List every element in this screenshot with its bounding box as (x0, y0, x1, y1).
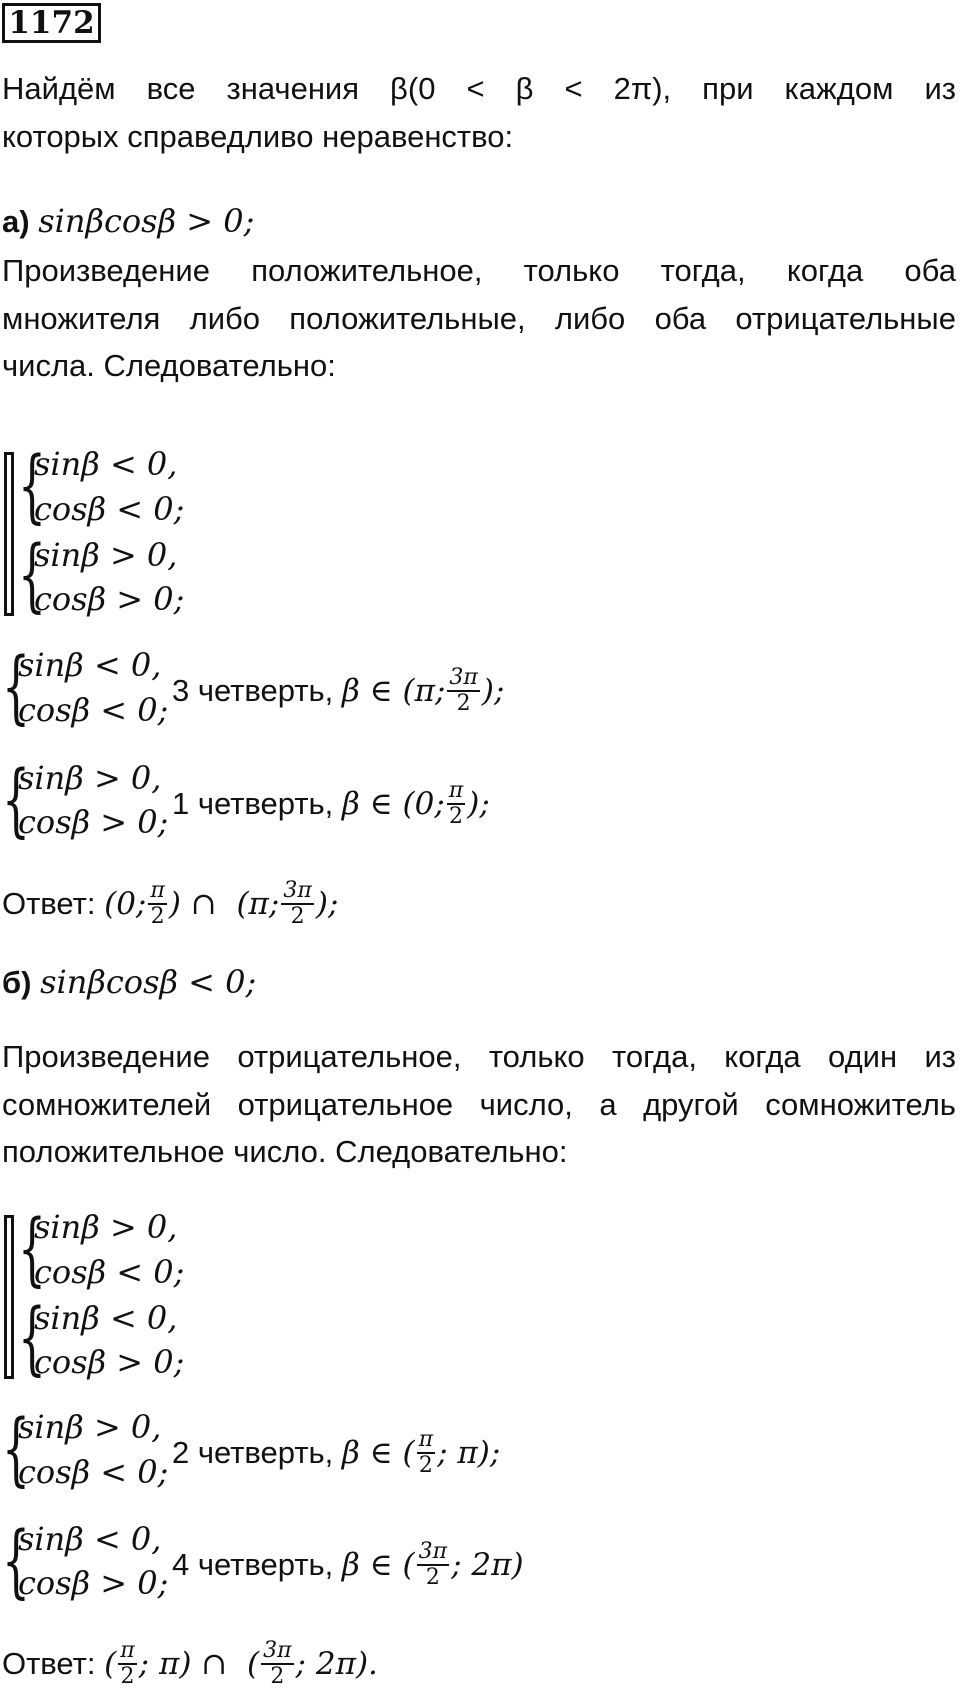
problem-number: 1172 (2, 3, 101, 43)
interval-prefix: β ∈ (π; (341, 673, 446, 710)
word: только (523, 253, 620, 288)
word: положительные, (289, 301, 526, 336)
part-b-answer (2, 1638, 378, 1691)
word: из (924, 1039, 956, 1074)
interval-suffix: ); (467, 786, 490, 823)
word: отрицательное, (237, 1039, 462, 1074)
answer-part: (0; (104, 886, 147, 923)
word: оба (654, 301, 707, 336)
system-brace: { (18, 1202, 46, 1295)
part-b-inequality: sinβcosβ < 0; (40, 963, 257, 1001)
word: Произведение (2, 253, 210, 288)
word: тогда, (660, 253, 746, 288)
system-line: cosβ < 0; (18, 691, 169, 729)
quarter-label: 1 четверть, (172, 786, 334, 822)
part-a-explanation-2 (2, 301, 956, 337)
quarter-label: 3 четверть, (172, 673, 334, 709)
interval-suffix: ; 2π) (451, 1547, 524, 1584)
part-b-heading (2, 962, 256, 1002)
word: один (828, 1039, 898, 1074)
fraction-numerator: 3π (449, 665, 478, 690)
part-a-case-1-result (172, 665, 505, 718)
word: либо (554, 301, 626, 336)
interval-prefix: β ∈ (0; (341, 786, 445, 823)
part-a-explanation-3: числа. Следовательно: (2, 348, 336, 383)
word: сомножителей (2, 1087, 212, 1122)
system-brace: { (2, 1514, 30, 1607)
part-b-explanation-2 (2, 1087, 956, 1123)
quarter-label: 2 четверть, (172, 1435, 334, 1471)
fraction-numerator: π (448, 778, 464, 803)
intro-word: значения β(0 < β < 2π), (226, 71, 672, 106)
word: число, (479, 1087, 573, 1122)
fraction-numerator: π (418, 1427, 434, 1452)
interval-suffix: ); (481, 673, 505, 710)
part-a-explanation-1 (2, 253, 956, 289)
fraction-denominator: 2 (418, 1453, 433, 1478)
word: положительное, (251, 253, 483, 288)
fraction-denominator: 2 (120, 1664, 135, 1689)
fraction-numerator: π (120, 1638, 135, 1663)
word: когда (786, 253, 864, 288)
fraction (447, 779, 465, 829)
part-a-label: а) (2, 204, 30, 239)
part-a-answer (2, 878, 339, 931)
system-line: cosβ > 0; (18, 1564, 169, 1602)
intro-word: из (924, 71, 956, 106)
intro-line-1 (2, 71, 956, 107)
fraction (281, 879, 313, 929)
word: либо (189, 301, 261, 336)
system-line: cosβ > 0; (34, 1343, 185, 1381)
answer-label: Ответ: (2, 886, 96, 922)
system-line: sinβ < 0, (18, 646, 162, 684)
word: а (599, 1087, 617, 1122)
system-brace: { (2, 640, 30, 733)
word: Произведение (2, 1039, 210, 1074)
interval-prefix: β ∈ ( (341, 1547, 415, 1584)
fraction (447, 666, 479, 716)
fraction-denominator: 2 (290, 904, 305, 929)
system-brace: { (2, 1402, 30, 1495)
fraction (261, 1639, 293, 1689)
system-line: cosβ < 0; (34, 1253, 185, 1291)
fraction-denominator: 2 (449, 804, 463, 829)
intro-word: все (146, 71, 196, 106)
word: отрицательные (735, 301, 956, 336)
answer-part: ); (315, 886, 339, 923)
part-b-explanation-1 (2, 1039, 956, 1075)
answer-label: Ответ: (2, 1646, 96, 1682)
union-bracket (4, 1215, 14, 1379)
fraction-denominator: 2 (456, 691, 471, 716)
fraction-denominator: 2 (270, 1664, 285, 1689)
interval-suffix: ; π); (437, 1435, 501, 1472)
system-line: cosβ < 0; (34, 490, 185, 528)
fraction (417, 1540, 449, 1590)
fraction-numerator: π (150, 878, 165, 903)
part-b-case-1-result (172, 1427, 501, 1480)
system-brace: { (18, 1291, 46, 1384)
answer-part: ) ∩ (π; (168, 886, 280, 923)
system-line: cosβ > 0; (34, 580, 185, 618)
word: оба (904, 253, 956, 288)
system-line: sinβ > 0, (18, 759, 162, 797)
part-b-explanation-3: положительное число. Следовательно: (2, 1134, 568, 1169)
system-line: cosβ < 0; (18, 1453, 169, 1491)
quarter-label: 4 четверть, (172, 1547, 334, 1583)
word: отрицательное (237, 1087, 454, 1122)
part-a-heading (2, 201, 254, 241)
fraction (118, 1639, 136, 1689)
answer-part: ; 2π). (295, 1646, 378, 1683)
word: когда (724, 1039, 801, 1074)
answer-part: ( (104, 1646, 117, 1683)
system-line: sinβ > 0, (18, 1408, 162, 1446)
interval-prefix: β ∈ ( (341, 1435, 415, 1472)
fraction (417, 1428, 435, 1478)
word: сомножитель (765, 1087, 956, 1122)
intro-word: каждом (784, 71, 894, 106)
fraction (148, 879, 166, 929)
part-b-label: б) (2, 965, 32, 1000)
word: тогда, (611, 1039, 697, 1074)
system-line: cosβ > 0; (18, 803, 169, 841)
fraction-numerator: 3π (418, 1539, 448, 1564)
fraction-denominator: 2 (150, 904, 165, 929)
part-a-inequality: sinβcosβ > 0; (38, 202, 255, 240)
fraction-numerator: 3π (283, 878, 312, 903)
intro-word: Найдём (2, 71, 116, 106)
system-line: sinβ < 0, (34, 1299, 178, 1337)
system-brace: { (18, 528, 46, 621)
intro-word: при (702, 71, 754, 106)
fraction-numerator: 3π (263, 1638, 292, 1663)
word: только (488, 1039, 585, 1074)
system-line: sinβ > 0, (34, 1208, 178, 1246)
word: другой (643, 1087, 739, 1122)
system-line: sinβ < 0, (18, 1520, 162, 1558)
system-line: sinβ > 0, (34, 536, 178, 574)
fraction-denominator: 2 (425, 1565, 440, 1590)
part-b-case-2-result (172, 1539, 524, 1592)
union-bracket (4, 452, 14, 616)
part-a-case-2-result (172, 778, 490, 831)
system-line: sinβ < 0, (34, 445, 178, 483)
intro-line-2: которых справедливо неравенство: (2, 119, 514, 154)
answer-part: ; π) ∩ ( (138, 1646, 260, 1683)
system-brace: { (2, 753, 30, 846)
system-brace: { (18, 439, 46, 532)
word: множителя (2, 301, 161, 336)
